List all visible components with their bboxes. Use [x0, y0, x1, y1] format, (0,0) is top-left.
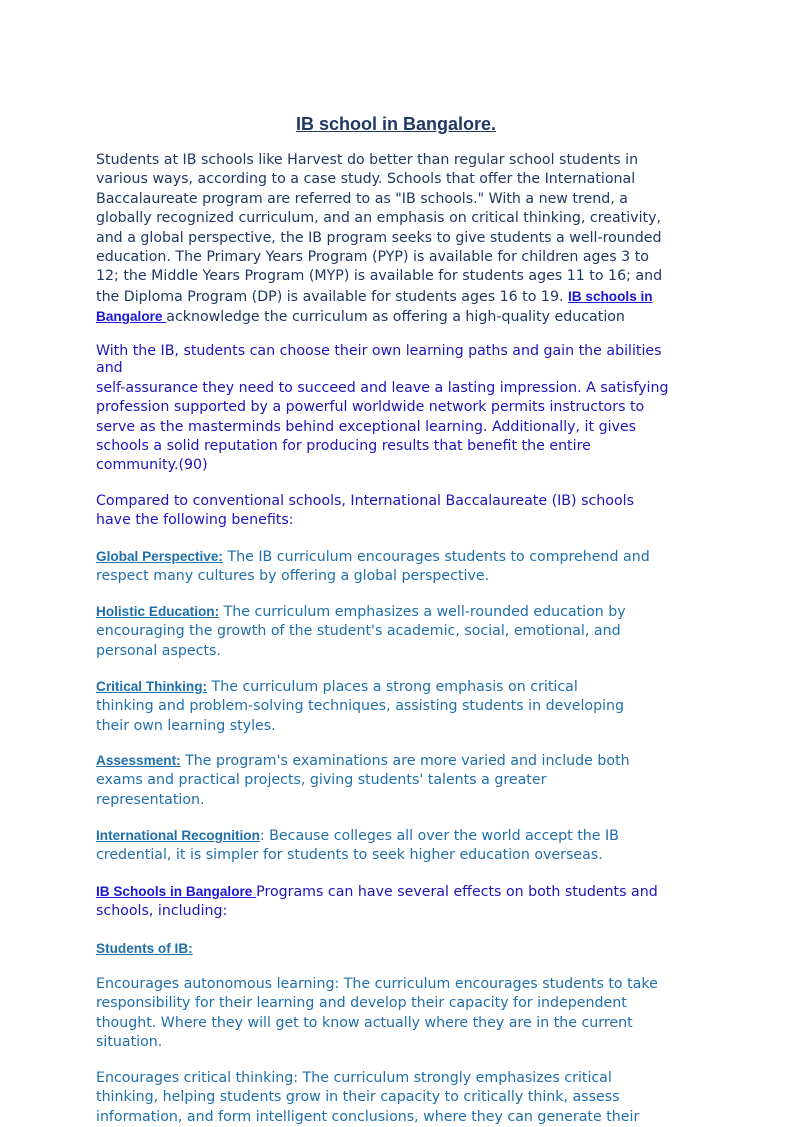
paragraph-line: serve as the masterminds behind exceptional learning. Additionally, it gives: [96, 418, 637, 435]
page-title: IB school in Bangalore.: [295, 114, 497, 134]
international-recognition-heading[interactable]: International Recognition: [96, 828, 260, 843]
ib-schools-bangalore-link[interactable]: IB schools in: [568, 288, 653, 304]
paragraph-line: self-assurance they need to succeed and leave a lasting impression. A satisfying: [96, 379, 669, 396]
holistic-education-heading[interactable]: Holistic Education:: [96, 604, 220, 619]
benefit-international-recognition: International Recognition: Because colleges all over the world accept the IB credential, it is simpler for students to seek higher education overseas.: [96, 828, 619, 864]
intro-line: [96, 307, 696, 327]
paragraph-line: community.(90): [96, 457, 208, 474]
intro-line-text: acknowledge the curriculum as offering a high-quality education: [166, 309, 625, 326]
critical-thinking-paragraph: Encourages critical thinking: The curriculum strongly emphasizes critical thinking, helping students grow in their capacity to critically think, assess information, and form intelligent conclusions, where they can generate their: [96, 1070, 640, 1125]
intro-line: Students at IB schools like Harvest do better than regular school students in: [96, 152, 639, 168]
benefit-assessment: Assessment: The program's examinations are more varied and include both exams and practical projects, giving students' talents a greater representation.: [96, 753, 630, 808]
intro-line: Baccalaureate program are referred to as "IB schools." With a new trend, a: [96, 190, 628, 207]
paragraph-line: have the following benefits:: [96, 512, 294, 529]
autonomous-learning-paragraph: Encourages autonomous learning: The curriculum encourages students to take responsibility for their learning and develop their capacity for independent thought. Where they will get to know actually where they are in the current situation.: [96, 976, 658, 1051]
students-heading-block: [96, 939, 696, 959]
intro-line: 12; the Middle Years Program (MYP) is available for students ages 11 to 16; and: [96, 268, 663, 285]
paragraph-line: With the IB, students can choose their own learning paths and gain the abilities: [96, 343, 662, 359]
intro-line: globally recognized curriculum, and an emphasis on critical thinking, creativity,: [96, 210, 661, 227]
students-of-ib-heading[interactable]: Students of IB:: [96, 941, 193, 956]
benefit-critical-thinking: Critical Thinking: The curriculum places a strong emphasis on critical thinking and problem-solving techniques, assisting students in developing their own learning styles.: [96, 679, 625, 734]
intro-line: and a global perspective, the IB program seeks to give students a well-rounded: [96, 229, 662, 246]
intro-paragraph: [96, 151, 696, 328]
ib-schools-bangalore-link-cont[interactable]: Bangalore: [96, 309, 167, 325]
intro-line: [96, 287, 696, 307]
ib-benefits-paragraph: [96, 342, 696, 476]
paragraph-line: Compared to conventional schools, International Baccalaureate (IB) schools: [96, 493, 634, 509]
paragraph-line: profession supported by a powerful worldwide network permits instructors to: [96, 399, 645, 416]
benefit-global-perspective: Global Perspective: The IB curriculum encourages students to comprehend and respect many cultures by offering a global perspective.: [96, 549, 650, 585]
assessment-heading[interactable]: Assessment:: [96, 753, 181, 768]
critical-thinking-heading[interactable]: Critical Thinking:: [96, 679, 208, 694]
intro-line: various ways, according to a case study. Schools that offer the International: [96, 171, 636, 188]
paragraph-line: schools a solid reputation for producing results that benefit the entire: [96, 438, 591, 455]
paragraph-line: and: [96, 360, 123, 377]
compared-paragraph: [96, 492, 696, 531]
intro-line-text: the Diploma Program (DP) is available for students ages 16 to 19.: [96, 288, 569, 305]
global-perspective-heading[interactable]: Global Perspective:: [96, 549, 223, 564]
intro-line: education. The Primary Years Program (PYP) is available for children ages 3 to: [96, 249, 649, 266]
benefit-holistic-education: Holistic Education: The curriculum emphasizes a well-rounded education by encouraging the growth of the student's academic, social, emotional, and personal aspects.: [96, 604, 626, 659]
programs-paragraph: IB Schools in Bangalore Programs can have several effects on both students and schools, including:: [96, 884, 658, 920]
ib-schools-in-bangalore-link[interactable]: IB Schools in Bangalore: [96, 884, 257, 899]
